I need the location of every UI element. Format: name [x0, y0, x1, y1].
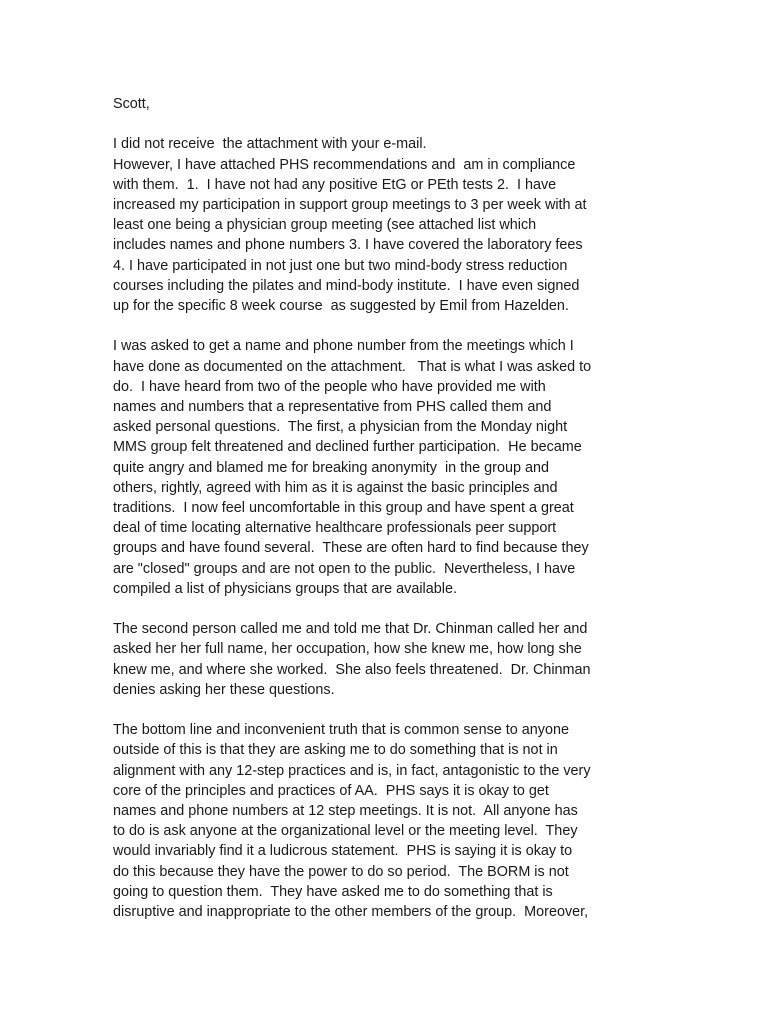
text-line: outside of this is that they are asking me to do something that is not in [113, 742, 558, 759]
text-line: alignment with any 12-step practices and is, in fact, antagonistic to the very [113, 762, 591, 779]
text-line: names and phone numbers at 12 step meetings. It is not. All anyone has [113, 803, 578, 820]
text-line: core of the principles and practices of AA. PHS says it is okay to get [113, 782, 549, 799]
text-line: up for the specific 8 week course as suggested by Emil from Hazelden. [113, 298, 569, 315]
text-line: The bottom line and inconvenient truth that is common sense to anyone [113, 722, 569, 739]
text-line: with them. 1. I have not had any positive EtG or PEth tests 2. I have [113, 176, 557, 193]
text-line: 4. I have participated in not just one but two mind-body stress reduction [113, 257, 568, 274]
text-line: includes names and phone numbers 3. I have covered the laboratory fees [113, 237, 583, 254]
text-line: However, I have attached PHS recommendations and am in compliance [113, 156, 576, 173]
paragraph-4 [113, 720, 663, 922]
text-line: courses including the pilates and mind-body institute. I have even signed [113, 277, 580, 294]
paragraph-2 [113, 336, 663, 599]
text-line: least one being a physician group meeting (see attached list which [113, 217, 537, 234]
text-line: traditions. I now feel uncomfortable in this group and have spent a great [113, 500, 574, 517]
text-line: deal of time locating alternative healthcare professionals peer support [113, 520, 557, 537]
text-line: quite angry and blamed me for breaking anonymity in the group and [113, 459, 549, 476]
text-line: names and numbers that a representative from PHS called them and [113, 399, 552, 416]
paragraph-1 [113, 134, 663, 316]
salutation [113, 94, 663, 114]
text-line: others, rightly, agreed with him as it is against the basic principles and [113, 479, 558, 496]
text-line: disruptive and inappropriate to the other members of the group. Moreover, [113, 904, 589, 921]
text-line: compiled a list of physicians groups that are available. [113, 580, 457, 597]
text-line: have done as documented on the attachment. That is what I was asked to [113, 358, 592, 375]
text-line: do this because they have the power to do so period. The BORM is not [113, 863, 569, 880]
text-line: asked personal questions. The first, a physician from the Monday night [113, 419, 568, 436]
text-line: to do is ask anyone at the organizational level or the meeting level. They [113, 823, 578, 840]
text-line: are "closed" groups and are not open to the public. Nevertheless, I have [113, 560, 576, 577]
text-line: The second person called me and told me that Dr. Chinman called her and [113, 621, 588, 638]
text-line: I did not receive the attachment with your e-mail. [113, 136, 427, 153]
text-line: would invariably find it a ludicrous statement. PHS is saying it is okay to [113, 843, 573, 860]
text-line: I was asked to get a name and phone number from the meetings which I [113, 338, 574, 355]
text-line: denies asking her these questions. [113, 681, 335, 698]
salutation-text: Scott, [113, 96, 150, 112]
text-line: MMS group felt threatened and declined further participation. He became [113, 439, 582, 456]
text-line: knew me, and where she worked. She also feels threatened. Dr. Chinman [113, 661, 591, 678]
text-line: groups and have found several. These are often hard to find because they [113, 540, 589, 557]
text-line: do. I have heard from two of the people who have provided me with [113, 378, 546, 395]
text-line: asked her her full name, her occupation, how she knew me, how long she [113, 641, 582, 658]
text-line: increased my participation in support group meetings to 3 per week with at [113, 197, 587, 213]
letter-body [113, 94, 663, 942]
text-line: going to question them. They have asked me to do something that is [113, 883, 553, 900]
paragraph-3 [113, 619, 663, 700]
